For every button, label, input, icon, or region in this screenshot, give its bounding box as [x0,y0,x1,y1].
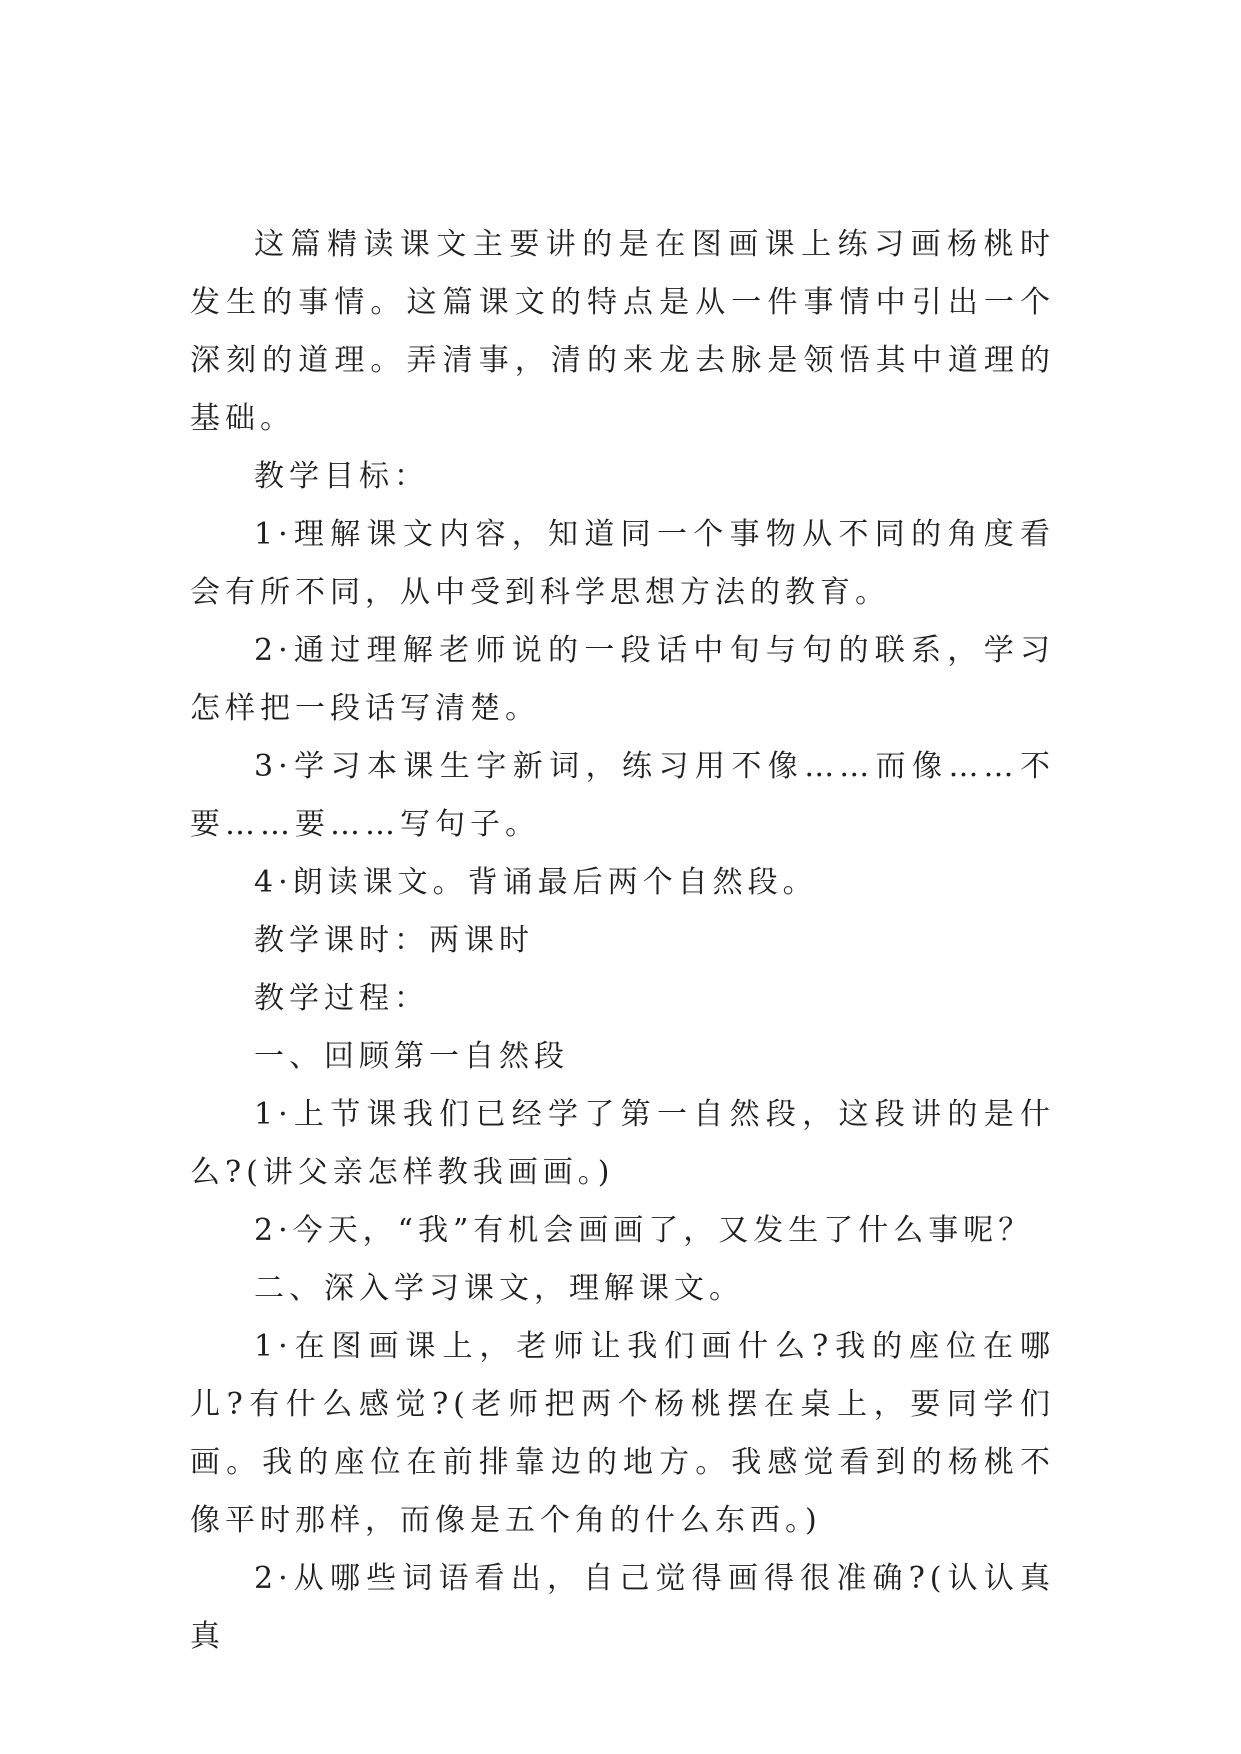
goal-item-2: 2·通过理解老师说的一段话中旬与句的联系，学习怎样把一段话写清楚。 [190,633,1055,726]
goal-item-1: 1·理解课文内容，知道同一个事物从不同的角度看会有所不同，从中受到科学思想方法的教育。 [190,517,1055,610]
teaching-hours: 教学课时：两课时 [254,923,534,958]
process-item-1-2: 2·今天，“我”有机会画画了，又发生了什么事呢？ [254,1213,1034,1248]
process-item-1-1: 1·上节课我们已经学了第一自然段，这段讲的是什么?(讲父亲怎样教我画画。) [190,1097,1055,1190]
process-item-2-2: 2·从哪些词语看出，自己觉得画得很准确?(认认真真 [190,1561,1055,1654]
document-body [190,216,1055,1666]
heading-teaching-goals: 教学目标： [254,459,429,494]
goal-item-4: 4·朗读课文。背诵最后两个自然段。 [254,865,818,900]
section-heading-2: 二、深入学习课文，理解课文。 [254,1271,744,1306]
goal-item-3: 3·学习本课生字新词，练习用不像……而像……不要……要……写句子。 [190,749,1055,842]
heading-teaching-process: 教学过程： [254,981,429,1016]
process-item-2-1: 1·在图画课上，老师让我们画什么?我的座位在哪儿?有什么感觉?(老师把两个杨桃摆在桌上，要同学们画。我的座位在前排靠边的地方。我感觉看到的杨桃不像平时那样，而像是五个角的什么东西。) [190,1329,1055,1538]
paragraph-intro: 这篇精读课文主要讲的是在图画课上练习画杨桃时发生的事情。这篇课文的特点是从一件事情中引出一个深刻的道理。弄清事，清的来龙去脉是领悟其中道理的基础。 [190,227,1055,436]
section-heading-1: 一、回顾第一自然段 [254,1039,569,1074]
